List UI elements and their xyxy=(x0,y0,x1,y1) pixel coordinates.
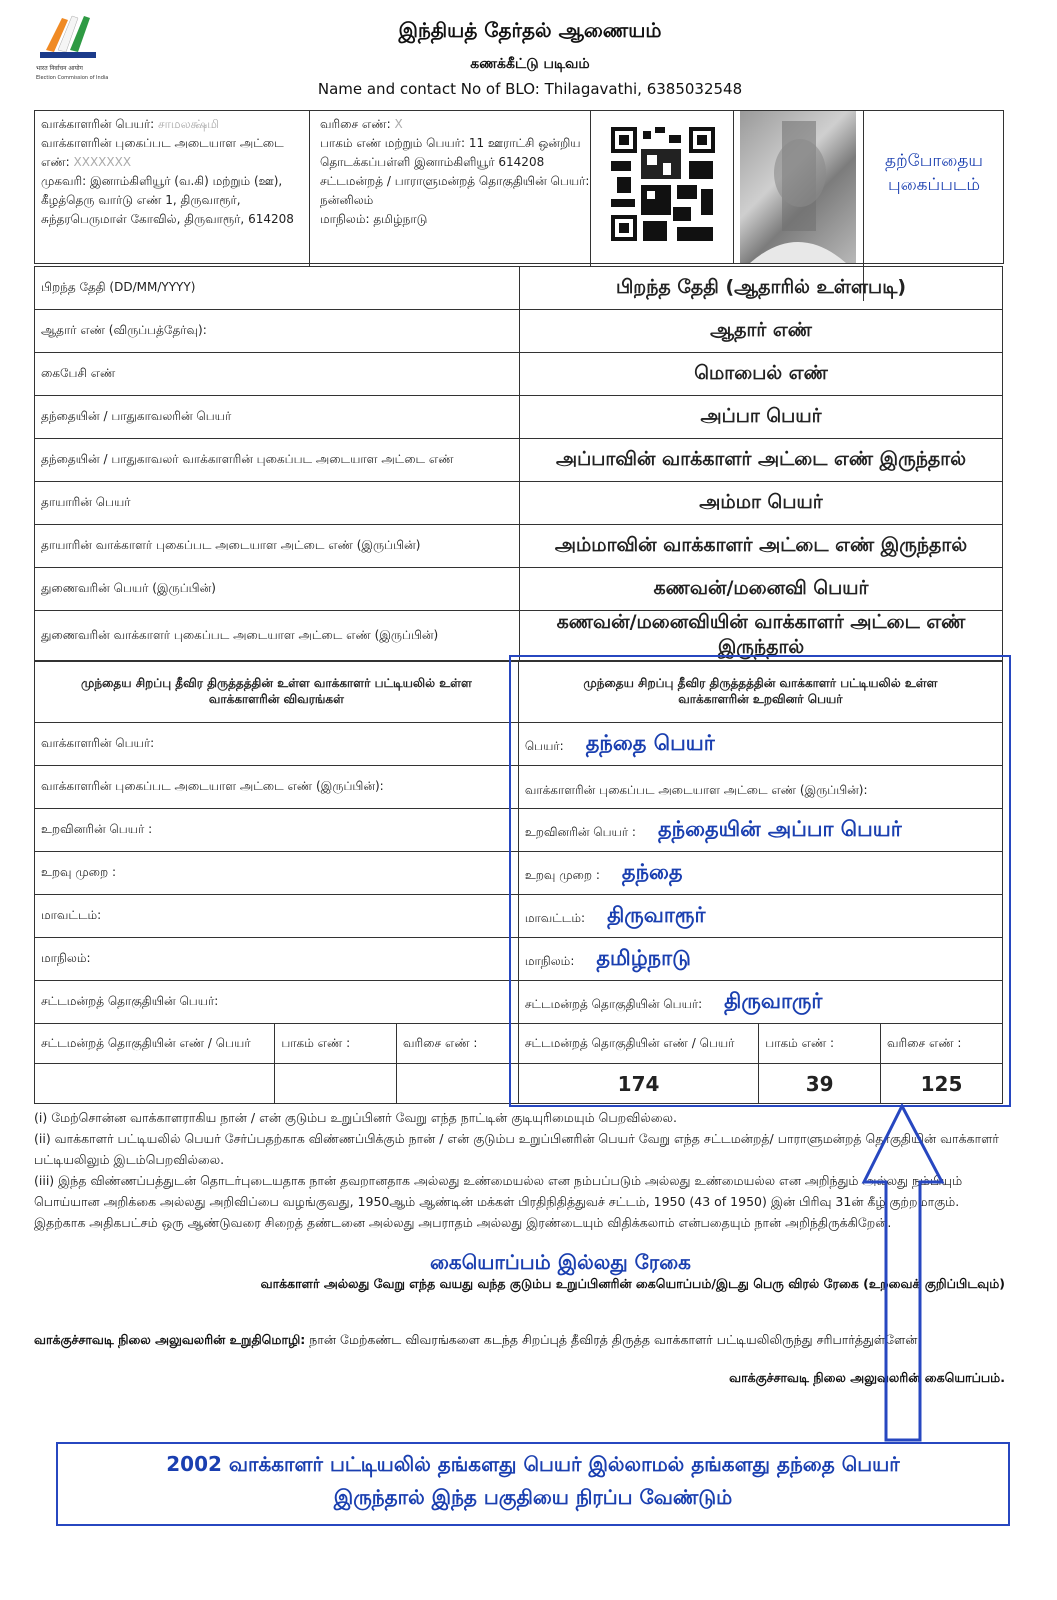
sir-right-label: வாக்காளரின் புகைப்பட அடையாள அட்டை எண் (இருப்பின்): xyxy=(524,783,868,797)
field-row xyxy=(35,267,1003,310)
sir-right-label: மாவட்டம்: xyxy=(524,910,586,925)
sir-right-hint: திருவாரூர் xyxy=(607,902,706,927)
field-label: கைபேசி எண் xyxy=(35,353,520,396)
field-label: துணைவரின் பெயர் (இருப்பின்) xyxy=(35,568,520,611)
field-label: தந்தையின் / பாதுகாவலரின் பெயர் xyxy=(35,396,520,439)
blo-declaration-label: வாக்குச்சாவடி நிலை அலுவலரின் உறுதிமொழி: xyxy=(34,1332,306,1347)
sir-right-value-part[interactable]: 39 xyxy=(759,1064,881,1104)
field-label: தந்தையின் / பாதுகாவலர் வாக்காளரின் புகைப்பட அடையாள அட்டை எண் xyxy=(35,439,520,482)
sir-subheader-part: பாகம் எண் : xyxy=(759,1024,881,1064)
sir-subheader-ac: சட்டமன்றத் தொகுதியின் எண் / பெயர் xyxy=(518,1024,758,1064)
blo-contact: Name and contact No of BLO: Thilagavathi, 6385032548 xyxy=(317,80,743,98)
page-title: இந்தியத் தேர்தல் ஆணையம் xyxy=(398,18,662,42)
declaration-1: (i) மேற்சொன்ன வாக்காளராகிய நான் / என் குடும்ப உறுப்பினர் வேறு எந்த நாட்டின் குடியுரிமையும் பெறவில்லை. xyxy=(34,1110,677,1125)
field-input[interactable]: கணவன்/மனைவியின் வாக்காளர் அட்டை எண் இருந்தால் xyxy=(520,611,1003,662)
field-input[interactable]: அம்மா பெயர் xyxy=(520,482,1003,525)
field-row xyxy=(35,353,1003,396)
field-row xyxy=(35,611,1003,662)
sir-left-label: உறவினரின் பெயர் : xyxy=(35,809,519,852)
signature-hint: கையொப்பம் இல்லது ரேகை xyxy=(430,1250,691,1274)
part-details xyxy=(316,111,591,267)
elector-name-label: வாக்காளரின் பெயர்: xyxy=(41,117,155,131)
note-line-1: 2002 வாக்காளர் பட்டியலில் தங்களது பெயர் இல்லாமல் தங்களது தந்தை பெயர் xyxy=(166,1452,900,1476)
signature-label: வாக்காளர் அல்லது வேறு எந்த வயது வந்த குடும்ப உறுப்பினரின் கையொப்பம்/இடது பெரு விரல் ரேகை (உறவைக் குறிப்பிடவும்) xyxy=(260,1276,1005,1291)
sir-left-label: உறவு முறை : xyxy=(35,852,519,895)
field-row xyxy=(35,310,1003,353)
sir-subheader-part: பாகம் எண் : xyxy=(275,1024,397,1064)
field-row xyxy=(35,525,1003,568)
field-input[interactable]: கணவன்/மனைவி பெயர் xyxy=(520,568,1003,611)
elector-info-block xyxy=(34,110,1004,264)
sir-right-hint: தந்தை பெயர் xyxy=(585,730,715,755)
up-arrow-icon xyxy=(860,1100,950,1445)
field-row xyxy=(35,482,1003,525)
sir-right-label: உறவினரின் பெயர் : xyxy=(524,824,636,839)
sir-left-value[interactable] xyxy=(275,1064,397,1104)
declaration-2: (ii) வாக்காளர் பட்டியலில் பெயர் சேர்ப்பதற்காக விண்ணப்பிக்கும் நான் / என் குடும்ப உறுப்பினரின் பெயர் வேறு எந்த சட்டமன்றத்/ பாராளுமன்றத் தொகுதியின் வாக்காளர் பட்டியலிலும் இடம்பெறவில்லை. xyxy=(34,1131,999,1167)
elector-photo xyxy=(740,111,856,263)
page-subtitle: கணக்கீட்டு படிவம் xyxy=(470,56,590,72)
sir-left-value[interactable] xyxy=(397,1064,519,1104)
field-label: தாயாரின் பெயர் xyxy=(35,482,520,525)
note-line-2: இருந்தால் இந்த பகுதியை நிரப்ப வேண்டும் xyxy=(333,1485,733,1509)
sir-left-label: மாநிலம்: xyxy=(35,938,519,981)
sir-left-label: வாக்காளரின் பெயர்: xyxy=(35,723,519,766)
address-value: இனாம்கிளியூர் (வ.கி) மற்றும் (ஊ), கீழத்தெரு வார்டு எண் 1, திருவாரூர், சுந்தரபெருமாள் கோவில், திருவாரூர், 614208 xyxy=(41,174,294,226)
sir-right-hint: தந்தையின் அப்பா பெயர் xyxy=(657,816,902,841)
field-row xyxy=(35,568,1003,611)
part-value: 11 ஊராட்சி ஒன்றிய தொடக்கப்பள்ளி இனாம்கிளியூர் 614208 xyxy=(320,136,581,169)
sir-subheader-ac: சட்டமன்றத் தொகுதியின் எண் / பெயர் xyxy=(35,1024,275,1064)
qr-code-icon xyxy=(593,111,733,263)
constituency-value: நன்னிலம் xyxy=(320,193,374,207)
sir-left-label: வாக்காளரின் புகைப்பட அடையாள அட்டை எண் (இருப்பின்): xyxy=(35,766,519,809)
sir-right-hint: தமிழ்நாடு xyxy=(596,945,691,970)
eci-logo xyxy=(32,10,108,82)
field-input[interactable]: அப்பா பெயர் xyxy=(520,396,1003,439)
sir-left-header: முந்தைய சிறப்பு தீவிர திருத்தத்தின் உள்ள வாக்காளர் பட்டியலில் உள்ள வாக்காளரின் விவரங்கள் xyxy=(35,661,519,723)
field-input[interactable]: அம்மாவின் வாக்காளர் அட்டை எண் இருந்தால் xyxy=(520,525,1003,568)
sir-right-label: சட்டமன்றத் தொகுதியின் பெயர்: xyxy=(524,996,703,1011)
field-label: பிறந்த தேதி (DD/MM/YYYY) xyxy=(35,267,520,310)
sir-right-value-serial[interactable]: 125 xyxy=(881,1064,1003,1104)
state-label: மாநிலம்: xyxy=(320,212,370,226)
elector-details xyxy=(41,111,310,267)
part-label: பாகம் எண் மற்றும் பெயர்: xyxy=(320,136,465,150)
sir-left-label: சட்டமன்றத் தொகுதியின் பெயர்: xyxy=(35,981,519,1024)
field-input[interactable]: மொபைல் எண் xyxy=(520,353,1003,396)
elector-epic-label: வாக்காளரின் புகைப்பட அடையாள அட்டை எண்: xyxy=(41,136,284,169)
address-label: முகவரி: xyxy=(41,174,87,188)
field-input[interactable]: அப்பாவின் வாக்காளர் அட்டை எண் இருந்தால் xyxy=(520,439,1003,482)
photo-note: தற்போதைய புகைப்படம் xyxy=(863,111,1004,301)
blo-signature-label: வாக்குச்சாவடி நிலை அலுவலரின் கையொப்பம். xyxy=(729,1370,1005,1385)
sir-left-label: மாவட்டம்: xyxy=(35,895,519,938)
field-row xyxy=(35,396,1003,439)
sir-right-label: உறவு முறை : xyxy=(524,867,600,882)
constituency-label: சட்டமன்றத் / பாராளுமன்றத் தொகுதியின் பெயர்: xyxy=(320,174,590,188)
personal-fields-table xyxy=(34,266,1003,662)
sir-right-label: மாநிலம்: xyxy=(524,953,575,968)
sir-left-value[interactable] xyxy=(35,1064,275,1104)
sir-subheader-serial: வரிசை எண் : xyxy=(397,1024,519,1064)
person-photo-icon xyxy=(740,111,856,263)
field-label: ஆதார் எண் (விருப்பத்தேர்வு): xyxy=(35,310,520,353)
sir-right-hint: திருவாருர் xyxy=(724,988,823,1013)
elector-epic-value: XXXXXXX xyxy=(73,155,132,169)
logo-english-text: Election Commission of India xyxy=(36,75,108,81)
field-row xyxy=(35,439,1003,482)
highlight-box xyxy=(509,655,1011,1107)
logo-hindi-text: भारत निर्वाचन आयोग xyxy=(36,65,83,72)
field-input[interactable]: பிறந்த தேதி (ஆதாரில் உள்ளபடி) xyxy=(520,267,1003,310)
field-label: துணைவரின் வாக்காளர் புகைப்பட அடையாள அட்டை எண் (இருப்பின்) xyxy=(35,611,520,662)
sir-right-value-ac[interactable]: 174 xyxy=(518,1064,758,1104)
qr-code xyxy=(593,111,734,263)
field-input[interactable]: ஆதார் எண் xyxy=(520,310,1003,353)
eci-logo-icon xyxy=(32,10,108,82)
sir-right-hint: தந்தை xyxy=(621,859,683,884)
serial-value: X xyxy=(394,117,403,131)
sir-subheader-serial: வரிசை எண் : xyxy=(881,1024,1003,1064)
elector-name-value: சாமலக்ஷ்மி xyxy=(158,117,220,131)
sir-right-header: முந்தைய சிறப்பு தீவிர திருத்தத்தின் வாக்காளர் பட்டியலில் உள்ள வாக்காளரின் உறவினர் பெயர் xyxy=(518,661,1002,723)
sir-right-label: பெயர்: xyxy=(524,738,564,753)
state-value: தமிழ்நாடு xyxy=(373,212,428,226)
field-label: தாயாரின் வாக்காளர் புகைப்பட அடையாள அட்டை எண் (இருப்பின்) xyxy=(35,525,520,568)
declaration-3: (iii) இந்த விண்ணப்பத்துடன் தொடர்புடையதாக நான் தவறானதாக அல்லது உண்மையல்ல என நம்பப்படும் அல்லது உண்மையல்ல என அறிந்தும் அல்லது நம்பியும் பொய்யான அறிக்கை அல்லது அறிவிப்பை வழங்குவது, 1950ஆம் ஆண்டின் மக்கள் பிரதிநிதித்துவச் சட்டம், 1950 (43 of 1950) இன் பிரிவு 31ன் கீழ் குற்றமாகும். இதற்காக அதிகபட்சம் ஒரு ஆண்டுவரை சிறைத் தண்டனை அல்லது அபராதம் அல்லது இரண்டையும் விதிக்கலாம் என்பதையும் நான் அறிந்திருக்கிறேன். xyxy=(34,1173,963,1230)
blo-declaration-text: நான் மேற்கண்ட விவரங்களை கடந்த சிறப்புத் தீவிரத் திருத்த வாக்காளர் பட்டியலிலிருந்து சரிபார்த்துள்ளேன். xyxy=(309,1332,922,1347)
instruction-note xyxy=(56,1442,1010,1526)
serial-label: வரிசை எண்: xyxy=(320,117,391,131)
